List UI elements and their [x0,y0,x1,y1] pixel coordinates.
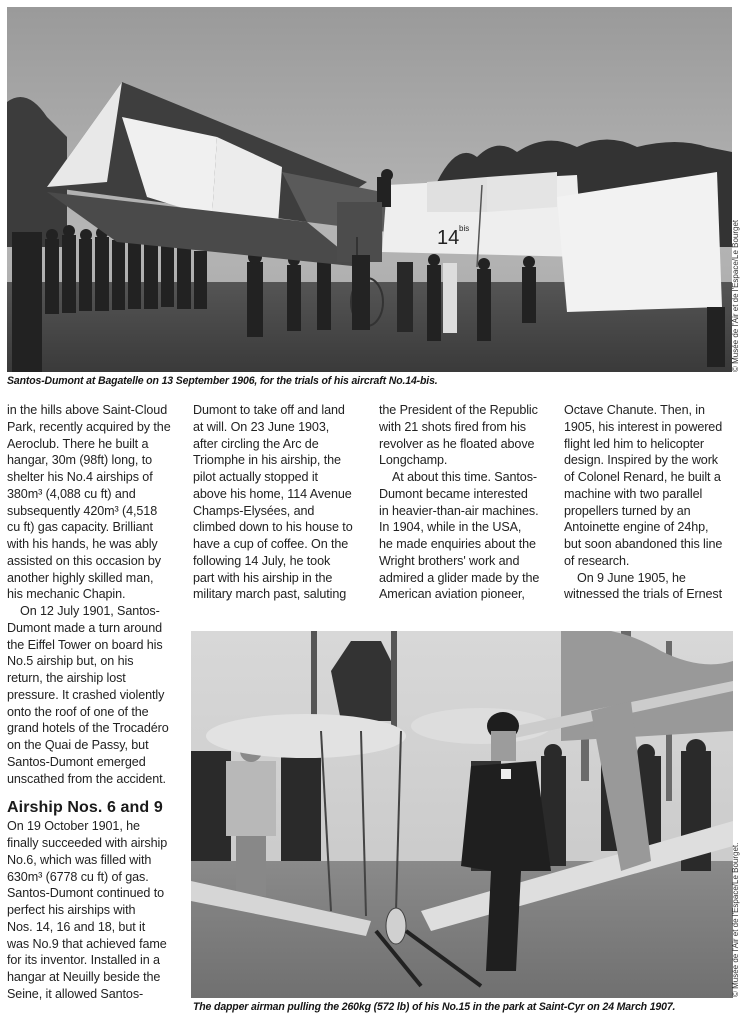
aircraft-number: 14 [437,227,460,249]
text-column-1 [7,402,187,1003]
text-line: hangar at Neuilly beside the [7,970,161,984]
text-line: Triomphe in his airship, the [193,453,341,468]
text-column-2 [193,402,365,603]
text-line: No.6, which was filled with [7,852,152,867]
text-line: 380m³ (4,088 cu ft) and [7,486,136,501]
text-line: revolver as he floated above [379,436,535,451]
text-line: machine with two parallel [564,486,703,501]
aircraft-number-superscript: bis [459,224,470,233]
text-line: On 9 June 1905, he [577,570,686,585]
text-line: with his hands, he was ably [7,537,158,551]
text-column-4 [564,402,736,603]
text-line: was No.9 that achieved fame [7,936,167,951]
text-line: Santos-Dumont continued to [7,886,165,901]
text-line: Aeroclub. There he built a [7,436,149,451]
text-line: another highly skilled man, [7,570,154,585]
photo-no15-image [191,631,733,998]
text-line: Dumont made a turn around [7,620,163,635]
text-line: In 1904, while in the USA, [379,520,522,535]
text-line: unscathed from the accident. [7,771,166,786]
text-line: Antoinette engine of 24hp, [564,520,709,535]
text-line: of Colonel Renard, he built a [564,470,721,484]
photo-credit-top: © Musée de l'Air et de l'Espace/Le Bourget [731,219,740,372]
text-line: American aviation pioneer, [379,587,525,602]
text-line: 630m³ (6778 cu ft) of gas. [7,869,149,884]
text-line: military march past, saluting [193,587,347,602]
text-line: onto the roof of one of the [7,704,149,719]
text-line: subsequently 420m³ (4,518 [7,503,158,518]
text-line: shelter his No.4 airships of [7,470,153,484]
text-line: assisted on this occasion by [7,553,162,568]
text-line: cu ft) gas capacity. Brilliant [7,520,153,535]
text-line: flight led him to helicopter [564,436,705,451]
text-line: the President of the Republic [379,403,538,417]
text-line: Champs-Elysées, and [193,503,315,518]
col3-paragraph-2 [379,469,551,603]
text-line: propellers turned by an [564,503,691,518]
text-line: but soon abandoned this line [564,537,723,551]
caption-top: Santos-Dumont at Bagatelle on 13 September 1906, for the trials of his aircraft No.14-bis. [7,375,438,387]
text-line: Park, recently acquired by the [7,419,171,434]
text-line: return, the airship lost [7,671,126,685]
text-line: On 19 October 1901, he [7,819,140,834]
text-line: witnessed the trials of Ernest [564,587,722,602]
text-line: following 14 July, he took [193,553,331,568]
text-line: On 12 July 1901, Santos- [20,604,160,618]
photo-14bis-bagatelle [7,7,732,372]
text-line: his mechanic Chapin. [7,587,126,602]
photo-credit-bottom: © Musée de l'Air et de l'Espace/Le Bourget. [731,842,740,997]
text-line: No.5 airship but, on his [7,654,134,669]
text-column-3 [379,402,551,603]
text-line: Seine, it allowed Santos- [7,986,144,1001]
text-line: Dumont became interested [379,486,528,501]
text-line: 1905, his interest in powered [564,419,723,434]
section-heading: Airship Nos. 6 and 9 [7,799,163,817]
text-line: he made enquiries about the [379,537,536,551]
caption-bottom: The dapper airman pulling the 260kg (572 lb) of his No.15 in the park at Saint-Cyr on 24 March 1907. [193,1001,676,1013]
text-line: above his home, 114 Avenue [193,486,352,501]
text-line: after circling the Arc de [193,436,319,451]
col1-paragraph-3 [7,818,187,1002]
text-line: for its inventor. Installed in a [7,953,160,968]
text-line: of research. [564,553,630,568]
ground [191,861,733,998]
col4-paragraph-1 [564,402,736,570]
mechanic-figure [226,761,276,836]
text-line: grand hotels of the Trocadéro [7,721,169,736]
text-line: hangar, 30m (98ft) long, to [7,453,153,468]
text-line: on the Quai de Passy, but [7,738,149,752]
text-line: with 21 shots fired from his [379,419,526,434]
text-line: Dumont to take off and land [193,403,345,417]
col1-paragraph-2 [7,603,187,787]
text-line: part with his airship in the [193,570,333,585]
text-line: admired a glider made by the [379,570,540,585]
text-line: design. Inspired by the work [564,453,719,468]
text-line: in the hills above Saint-Cloud [7,403,168,417]
text-line: pilot actually stopped it [193,470,318,484]
col1-paragraph-1 [7,402,187,603]
text-line: at will. On 23 June 1903, [193,419,330,434]
photo-14bis-image [7,7,732,372]
text-line: perfect his airships with [7,903,136,917]
text-line: climbed down to his house to [193,520,353,535]
text-line: Octave Chanute. Then, in [564,403,705,417]
text-line: Wright brothers' work and [379,553,520,568]
text-line: the Eiffel Tower on board his [7,637,163,652]
text-line: Longchamp. [379,453,448,468]
text-line: have a cup of coffee. On the [193,537,349,551]
photo-no15-saint-cyr [191,631,733,998]
text-line: in heavier-than-air machines. [379,503,539,518]
text-line: Nos. 14, 16 and 18, but it [7,919,146,934]
col2-paragraph-1 [193,402,365,603]
text-line: At about this time. Santos- [392,470,538,484]
col3-paragraph-1 [379,402,551,469]
text-line: Santos-Dumont emerged [7,754,146,769]
text-line: finally succeeded with airship [7,836,168,850]
col4-paragraph-2 [564,570,736,604]
text-line: pressure. It crashed violently [7,687,165,702]
